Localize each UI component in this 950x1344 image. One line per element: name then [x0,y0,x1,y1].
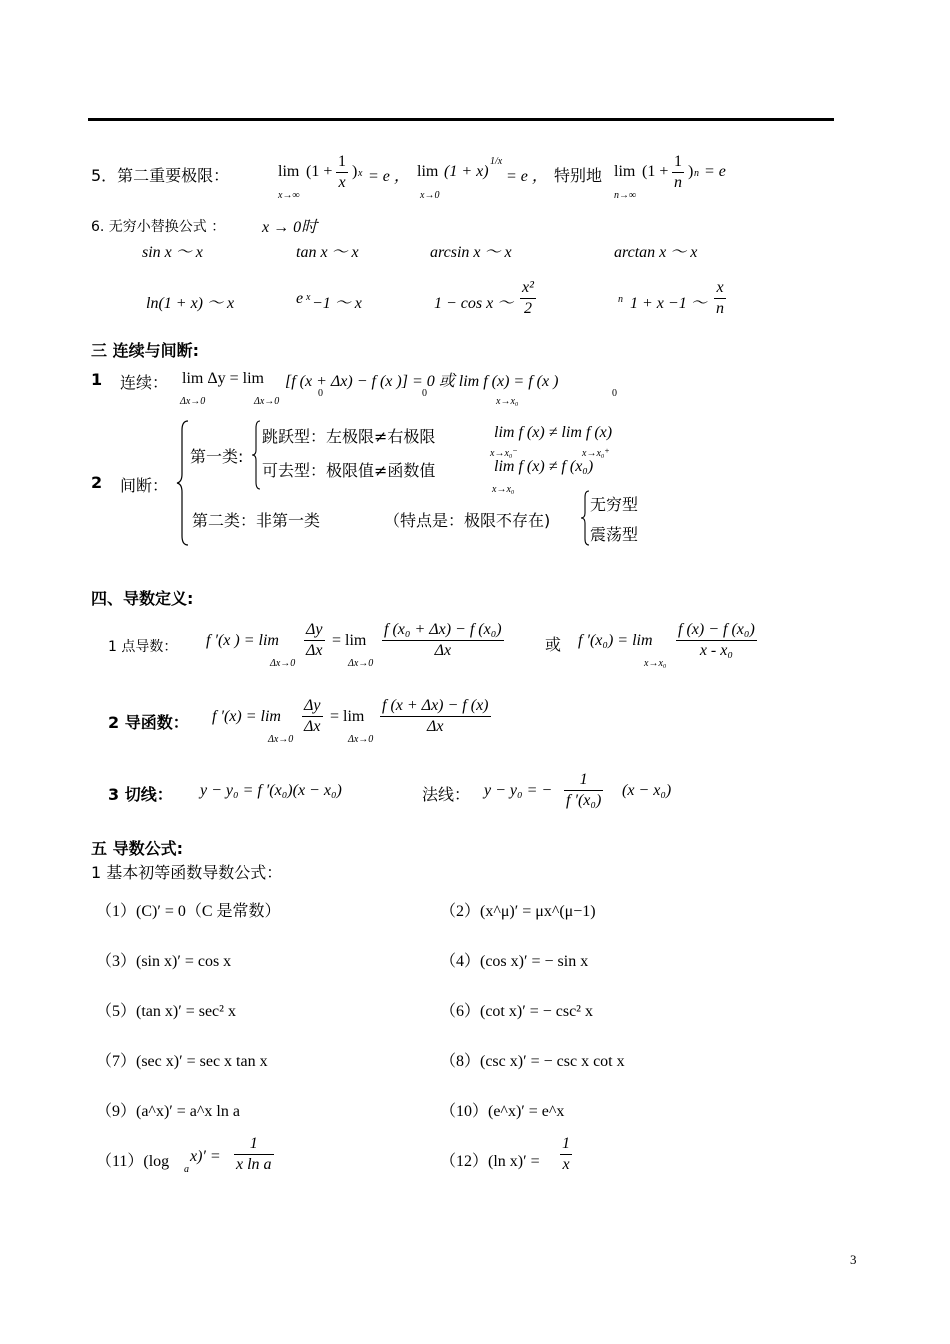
sec3-c1-lim: lim Δy = lim [182,370,264,387]
s6-r1-1: tan x ～ x [296,244,359,261]
sec4-title: 四、导数定义: [91,589,194,608]
s5-lim1-sub: x→∞ [278,190,300,201]
s6-r2b-tail: −1 ～ x [312,295,362,312]
s5-f3-exp: n [694,168,699,179]
sec4-d1-sub1: Δx→0 [270,658,296,669]
s5-formula3: (1 + [642,163,669,180]
s6-r1-0: sin x ～ x [142,244,203,261]
s6-r2d-root: n [618,294,623,305]
sec4-d3-normal-a: y − y₀ = − [484,782,553,799]
sec4-d1-lhs: f ′(x ) = lim [206,632,279,649]
formula-1: （1）(C)′ = 0（C 是常数） [96,903,281,920]
sec3-c1-sub2: Δx→0 [254,396,280,407]
formula-12-a: （12）(ln x)′ = [440,1153,540,1170]
sec4-d2-fraction1: $\frac{\Delta y}{\Delta x}$ [304,697,321,735]
s5-formula2: (1 + x) [444,163,489,180]
sec5-title: 五 导数公式: [91,839,183,858]
sec3-c2-text: 间断： [120,476,169,495]
formula-8: （8）(csc x)′ = − csc x cot x [440,1053,625,1070]
sec3-t2-note: （特点是：极限不存在) [384,511,551,530]
s5-f2-eq: = e ， [506,168,548,185]
sec3-c1-label: 1 [91,370,103,389]
s6-r2d: 1 + x −1 ～ [630,295,707,312]
sec4-d2-lhs: f ′(x) = lim [212,708,281,725]
s5-f3-eq: = e [704,163,726,180]
sec3-t1b-sub: x→x₀ [492,484,515,495]
sec4-d2-fraction2: $\frac{f (x + \Delta x) - f (x)}{\Delta x}$ [382,697,489,735]
formula-11-sub: a [184,1164,189,1175]
s6-label: 6. 无穷小替换公式 ： [91,219,226,235]
formula-6: （6）(cot x)′ = − csc² x [440,1003,593,1020]
sec4-d3-normal-fraction: $\frac{1}{\text{f ′(x₀)}}$ [566,771,602,809]
inner-brace-icon [251,420,261,490]
s5-fraction3: $\frac{1}{n}$ [674,153,682,191]
sec3-t1b: 可去型：极限值≠函数值 [262,461,436,480]
page-number: 3 [850,1252,857,1267]
sec3-t2-label: 第二类：非第一类 [192,511,321,530]
sec4-d1-or: 或 [545,635,562,654]
sec3-c1-sub3: x→x₀ [496,396,519,407]
sec3-t1a-sub1: x→x₀⁻ [490,448,518,459]
sec3-t1a: 跳跃型：左极限≠右极限 [262,427,436,446]
s5-label: 5．第二重要极限： [91,166,230,185]
s6-r2a: ln(1 + x) ～ x [146,295,235,312]
sec3-t1a-math: lim f (x) ≠ lim f (x) [494,424,613,441]
sec4-d1-eq: = lim [332,632,367,649]
s5-lim2: lim [417,163,439,180]
sec4-d1-fraction1: $\frac{\Delta y}{\Delta x}$ [306,621,323,659]
s6-r2c: 1 − cos x ～ [434,295,514,312]
formula-10: （10）(e^x)′ = e^x [440,1103,565,1120]
sec3-t1b-math: lim f (x) ≠ f (x₀) [494,458,594,475]
sec4-d1-label: 1 点导数： [108,639,178,655]
sec3-t2a: 无穷型 [590,495,639,514]
s5-f2-exp: 1/x [490,156,503,167]
formula-12-fraction: $\frac{1}{x}$ [562,1135,570,1173]
s6-r2d-fraction: $\frac{x}{n}$ [716,279,724,317]
s5-lim2-sub: x→0 [420,190,440,201]
sec3-c1-z3: 0 [612,388,617,399]
sec4-d1-sub3: x→x₀ [644,658,667,669]
s5-lim1: lim [278,163,300,180]
sec3-t1-label: 第一类: [190,447,244,466]
sec4-d3-tangent: y − y₀ = f ′(x₀)(x − x₀) [200,782,342,799]
header-rule [88,118,834,121]
sec3-t1a-sub2: x→x₀⁺ [582,448,610,459]
sec4-d3-normal-label: 法线： [422,785,471,804]
s5-special: 特别地 [554,166,603,185]
sec3-c2-label: 2 [91,473,103,492]
sec4-d2-eq: = lim [330,708,365,725]
formula-4: （4）(cos x)′ = − sin x [440,953,589,970]
sec5-subtitle: 1 基本初等函数导数公式： [91,863,283,882]
sec4-d3-label: 3 切线： [108,785,173,804]
formula-5: （5）(tan x)′ = sec² x [96,1003,236,1020]
s5-f3-tail: ) [688,163,694,180]
small-brace-icon [580,490,590,546]
formula-7: （7）(sec x)′ = sec x tan x [96,1053,268,1070]
sec3-c1-z2: 0 [422,388,427,399]
s6-r1-3: arctan x ～ x [614,244,698,261]
formula-11-a: （11）(log [96,1153,170,1170]
formula-9: （9）(a^x)′ = a^x ln a [96,1103,240,1120]
sec3-c1-text: 连续： [120,373,169,392]
sec4-d1-fraction2: $\frac{\text{f (x₀ + Δx) − f (x₀)}}{\Delta x}$ [384,621,502,659]
s5-lim3-sub: n→∞ [614,190,637,201]
formula-3: （3）(sin x)′ = cos x [96,953,232,970]
sec4-d2-sub1: Δx→0 [268,734,294,745]
formula-2: （2）(x^μ)′ = μx^(μ−1) [440,903,596,920]
sec4-d2-label: 2 导函数： [108,713,189,732]
s5-lim3: lim [614,163,636,180]
sec4-d3-normal-b: (x − x₀) [622,782,672,799]
sec4-d1-sub2: Δx→0 [348,658,374,669]
sec3-c1-z1: 0 [318,388,323,399]
formula-11-fraction: $\frac{1}{\text{x ln a}}$ [236,1135,272,1173]
s5-f1-tail: ) [352,163,358,180]
sec3-c1-expr: [f (x + Δx) − f (x )] = 0 或 lim f (x) = f (x ) [285,373,559,390]
outer-brace-icon [176,420,190,546]
s5-f1-eq: = e ， [368,168,410,185]
s5-f1-exp: x [358,168,363,179]
sec4-d1-fraction3: $\frac{\text{f (x) − f (x₀)}}{\text{x - x₀}}$ [678,621,755,659]
s6-condition: x → 0时 [262,219,318,236]
s6-r2c-fraction: $\frac{\text{x²}}{2}$ [522,279,534,317]
s6-r2b-exp: x [306,292,311,303]
s5-fraction1: $\frac{1}{x}$ [338,153,346,191]
sec4-d1-lhs2: f ′(x₀) = lim [578,632,653,649]
sec3-title: 三 连续与间断: [91,341,199,360]
s6-r2b-base: e [296,290,304,307]
sec3-c1-sub1: Δx→0 [180,396,206,407]
s6-r1-2: arcsin x ～ x [430,244,512,261]
s5-formula1: (1 + [306,163,333,180]
sec3-t2b: 震荡型 [590,525,639,544]
sec4-d2-sub2: Δx→0 [348,734,374,745]
formula-11-b: x)′ = [190,1148,221,1165]
